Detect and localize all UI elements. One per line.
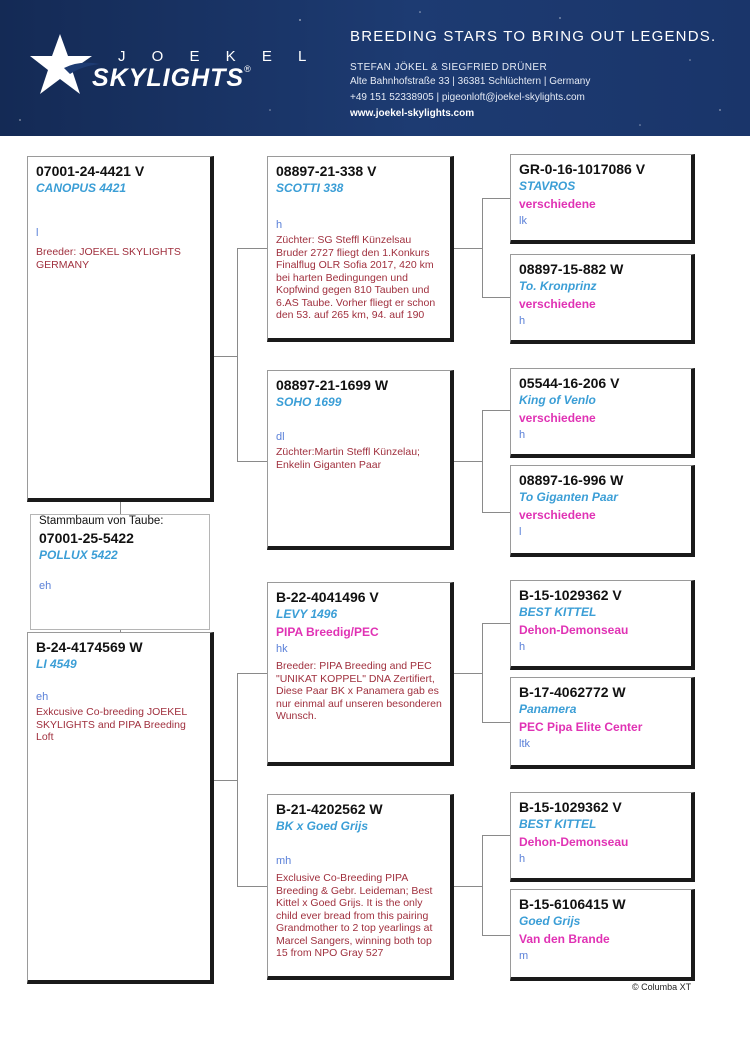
notes: Exclusive Co-Breeding PIPA Breeding & Gebr. Leideman; Best Kittel x Goed Grijs. It is the only child ever bread from this pairing Grandmother to 2 top yearlings at Marcel Sangers, winning both top 15 from NPO Gray 527	[276, 872, 433, 959]
notes: Breeder: JOEKEL SKYLIGHTS GERMANY	[36, 246, 181, 271]
pigeon-name: STAVROS	[519, 179, 576, 193]
connector-line	[237, 248, 267, 249]
breeder-name: Dehon-Demonseau	[519, 835, 629, 849]
color-code: h	[519, 853, 526, 865]
pigeon-name: BEST KITTEL	[519, 817, 597, 831]
notes: Exkcusive Co-breeding JOEKEL SKYLIGHTS and PIPA Breeding Loft	[36, 706, 187, 743]
pigeon-name: King of Venlo	[519, 393, 596, 407]
great-grandparent-card	[510, 889, 695, 981]
ring-number: B-15-1029362 V	[519, 799, 622, 815]
connector-line	[482, 722, 510, 723]
pigeon-name: CANOPUS 4421	[36, 181, 127, 195]
great-grandparent-card	[510, 154, 695, 244]
breeder-name: PEC Pipa Elite Center	[519, 720, 643, 734]
breeder-name: verschiedene	[519, 411, 596, 425]
ring-number: 08897-16-996 W	[519, 472, 624, 488]
pigeon-name: SOHO 1699	[276, 395, 342, 409]
pigeon-name: BEST KITTEL	[519, 605, 597, 619]
pedigree-label: Stammbaum von Taube:	[39, 515, 164, 527]
color-code: h	[519, 429, 526, 441]
footer-credit: © Columba XT	[632, 982, 692, 992]
connector-line	[482, 198, 510, 199]
pigeon-name: Panamera	[519, 702, 577, 716]
logo-joekel-text: J O E K E L	[118, 48, 318, 65]
address: Alte Bahnhofstraße 33 | 36381 Schlüchtern | Germany	[350, 76, 591, 87]
ring-number: B-24-4174569 W	[36, 639, 143, 655]
connector-line	[482, 623, 483, 723]
contact-info: +49 151 52338905 | pigeonloft@joekel-skylights.com	[350, 92, 585, 103]
ring-number: 08897-15-882 W	[519, 261, 624, 277]
connector-line	[453, 461, 483, 462]
connector-line	[237, 673, 267, 674]
connector-line	[482, 935, 510, 936]
color-code: eh	[36, 691, 49, 703]
ring-number: 08897-21-338 V	[276, 163, 377, 179]
great-grandparent-card	[510, 677, 695, 769]
color-code: h	[519, 641, 526, 653]
pigeon-name: SCOTTI 338	[276, 181, 344, 195]
ring-number: 07001-25-5422	[39, 530, 134, 546]
tagline: BREEDING STARS TO BRING OUT LEGENDS.	[350, 28, 717, 45]
pigeon-name: BK x Goed Grijs	[276, 819, 369, 833]
pigeon-name: LI 4549	[36, 657, 77, 671]
star-logo-icon	[30, 30, 100, 100]
connector-line	[482, 835, 510, 836]
ring-number: B-21-4202562 W	[276, 801, 383, 817]
connector-line	[482, 198, 483, 298]
connector-line	[212, 780, 238, 781]
color-code: h	[519, 315, 526, 327]
connector-line	[237, 461, 267, 462]
connector-line	[482, 297, 510, 298]
color-code: l	[36, 227, 39, 239]
notes: Züchter:Martin Steffl Künzelau; Enkelin Giganten Paar	[276, 446, 420, 471]
breeder-name: PIPA Breedig/PEC	[276, 625, 379, 639]
pigeon-name: To Giganten Paar	[519, 490, 618, 504]
ring-number: 08897-21-1699 W	[276, 377, 389, 393]
connector-line	[482, 623, 510, 624]
breeder-name: verschiedene	[519, 197, 596, 211]
connector-line	[482, 835, 483, 936]
great-grandparent-card	[510, 580, 695, 670]
color-code: eh	[39, 580, 52, 592]
ring-number: 05544-16-206 V	[519, 375, 620, 391]
breeder-name: Van den Brande	[519, 932, 610, 946]
connector-line	[237, 886, 267, 887]
pigeon-name: LEVY 1496	[276, 607, 338, 621]
connector-line	[482, 512, 510, 513]
ring-number: B-15-6106415 W	[519, 896, 626, 912]
breeder-name: verschiedene	[519, 508, 596, 522]
color-code: lk	[519, 215, 527, 227]
connector-line	[453, 886, 483, 887]
notes: Züchter: SG Steffl Künzelsau Bruder 2727 fliegt den 1.Konkurs Finalflug OLR Sofia 2017, 420 km bei harten Bedingungen und Kopfwind gegen 810 Tauben und 6.AS Taube. Vorher fliegt er schon den 53. auf 265 km, 94. auf 190	[276, 234, 436, 321]
color-code: l	[519, 526, 522, 538]
pigeon-name: To. Kronprinz	[519, 279, 597, 293]
connector-line	[212, 356, 238, 357]
pigeon-name: Goed Grijs	[519, 914, 581, 928]
ring-number: GR-0-16-1017086 V	[519, 161, 646, 177]
color-code: ltk	[519, 738, 530, 750]
mother-card	[27, 632, 214, 984]
ring-number: B-17-4062772 W	[519, 684, 626, 700]
color-code: m	[519, 950, 529, 962]
breeder-name: verschiedene	[519, 297, 596, 311]
color-code: mh	[276, 855, 292, 867]
granddam-paternal-card	[267, 370, 454, 550]
great-grandparent-card	[510, 465, 695, 557]
connector-line	[453, 673, 483, 674]
connector-line	[482, 410, 483, 513]
ring-number: B-22-4041496 V	[276, 589, 379, 605]
ring-number: 07001-24-4421 V	[36, 163, 145, 179]
color-code: h	[276, 219, 283, 231]
granddam-maternal-card	[267, 794, 454, 980]
logo-skylights-text: SKYLIGHTS®	[92, 64, 251, 92]
subject-card	[30, 514, 210, 630]
pigeon-name: POLLUX 5422	[39, 548, 118, 562]
color-code: dl	[276, 431, 285, 443]
connector-line	[237, 673, 238, 887]
breeder-name: Dehon-Demonseau	[519, 623, 629, 637]
ring-number: B-15-1029362 V	[519, 587, 622, 603]
header-banner	[0, 0, 750, 136]
owner-names: STEFAN JÖKEL & SIEGFRIED DRÜNER	[350, 62, 548, 73]
great-grandparent-card	[510, 368, 695, 458]
connector-line	[237, 248, 238, 462]
color-code: hk	[276, 643, 288, 655]
father-card	[27, 156, 214, 502]
connector-line	[482, 410, 510, 411]
grandsire-maternal-card	[267, 582, 454, 766]
website: www.joekel-skylights.com	[350, 108, 475, 119]
grandsire-paternal-card	[267, 156, 454, 342]
great-grandparent-card	[510, 792, 695, 882]
notes: Breeder: PIPA Breeding and PEC "UNIKAT KOPPEL" DNA Zertifiert, Diese Paar BK x Panamera gab es nur einmal auf unseren besonderen Wunsch.	[276, 660, 442, 722]
great-grandparent-card	[510, 254, 695, 344]
connector-line	[453, 248, 483, 249]
